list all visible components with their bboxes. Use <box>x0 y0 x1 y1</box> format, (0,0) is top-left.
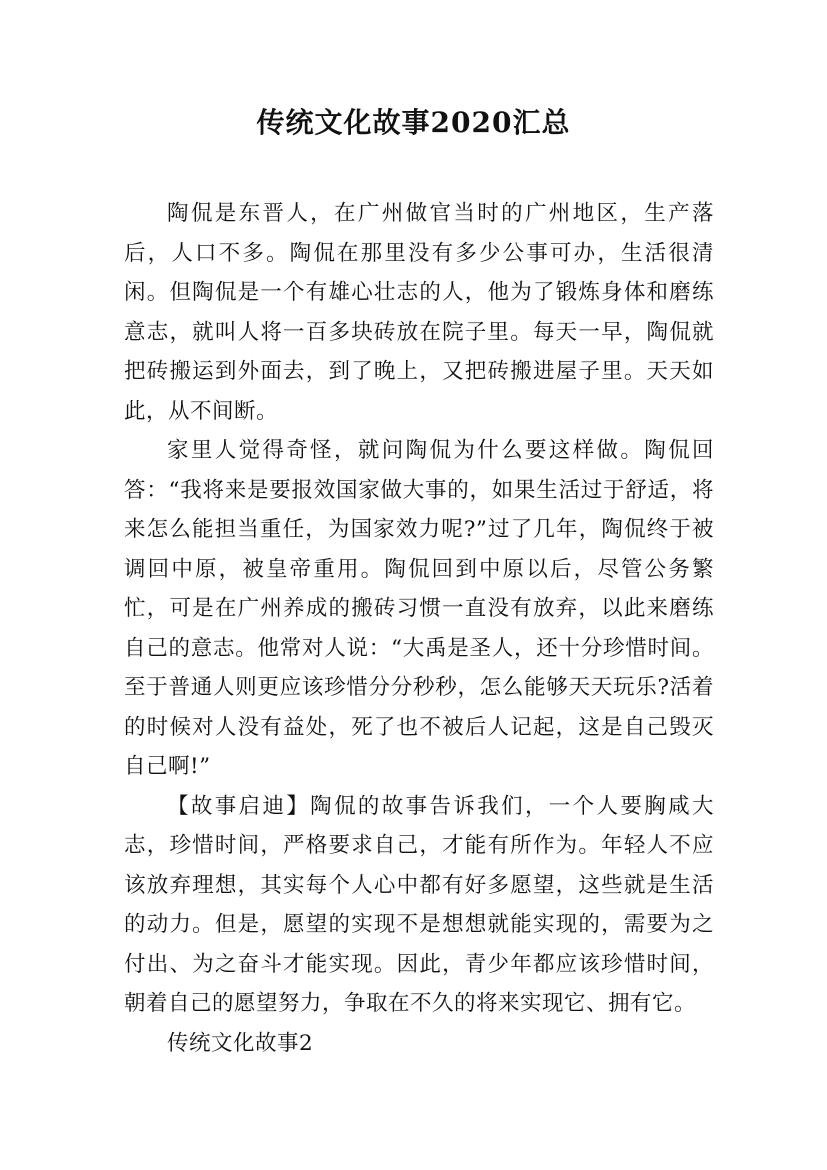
paragraph-2: 家里人觉得奇怪，就问陶侃为什么要这样做。陶侃回答：“我将来是要报效国家做大事的，如果生活过于舒适，将来怎么能担当重任，为国家效力呢?”过了几年，陶侃终于被调回中原，被皇帝重用。陶侃回到中原以后，尽管公务繁忙，可是在广州养成的搬砖习惯一直没有放弃，以此来磨练自己的意志。他常对人说：“大禹是圣人，还十分珍惜时间。至于普通人则更应该珍惜分分秒秒，怎么能够天天玩乐?活着的时候对人没有益处，死了也不被后人记起，这是自己毁灭自己啊!” <box>124 438 714 779</box>
section-heading-story-2: 传统文化故事2 <box>167 1030 314 1056</box>
document-body <box>124 194 714 1063</box>
document-title: 传统文化故事2020汇总 <box>256 106 571 139</box>
paragraph-1: 陶侃是东晋人，在广州做官当时的广州地区，生产落后，人口不多。陶侃在那里没有多少公事可办，生活很清闲。但陶侃是一个有雄心壮志的人，他为了锻炼身体和磨练意志，就叫人将一百多块砖放在院子里。每天一早，陶侃就把砖搬运到外面去，到了晚上，又把砖搬进屋子里。天天如此，从不间断。 <box>124 201 714 424</box>
paragraph-3: 【故事启迪】陶侃的故事告诉我们，一个人要胸咸大志，珍惜时间，严格要求自己，才能有所作为。年轻人不应该放弃理想，其实每个人心中都有好多愿望，这些就是生活的动力。但是，愿望的实现不是想想就能实现的，需要为之付出、为之奋斗才能实现。因此，青少年都应该珍惜时间，朝着自己的愿望努力，争取在不久的将来实现它、拥有它。 <box>124 793 714 1016</box>
